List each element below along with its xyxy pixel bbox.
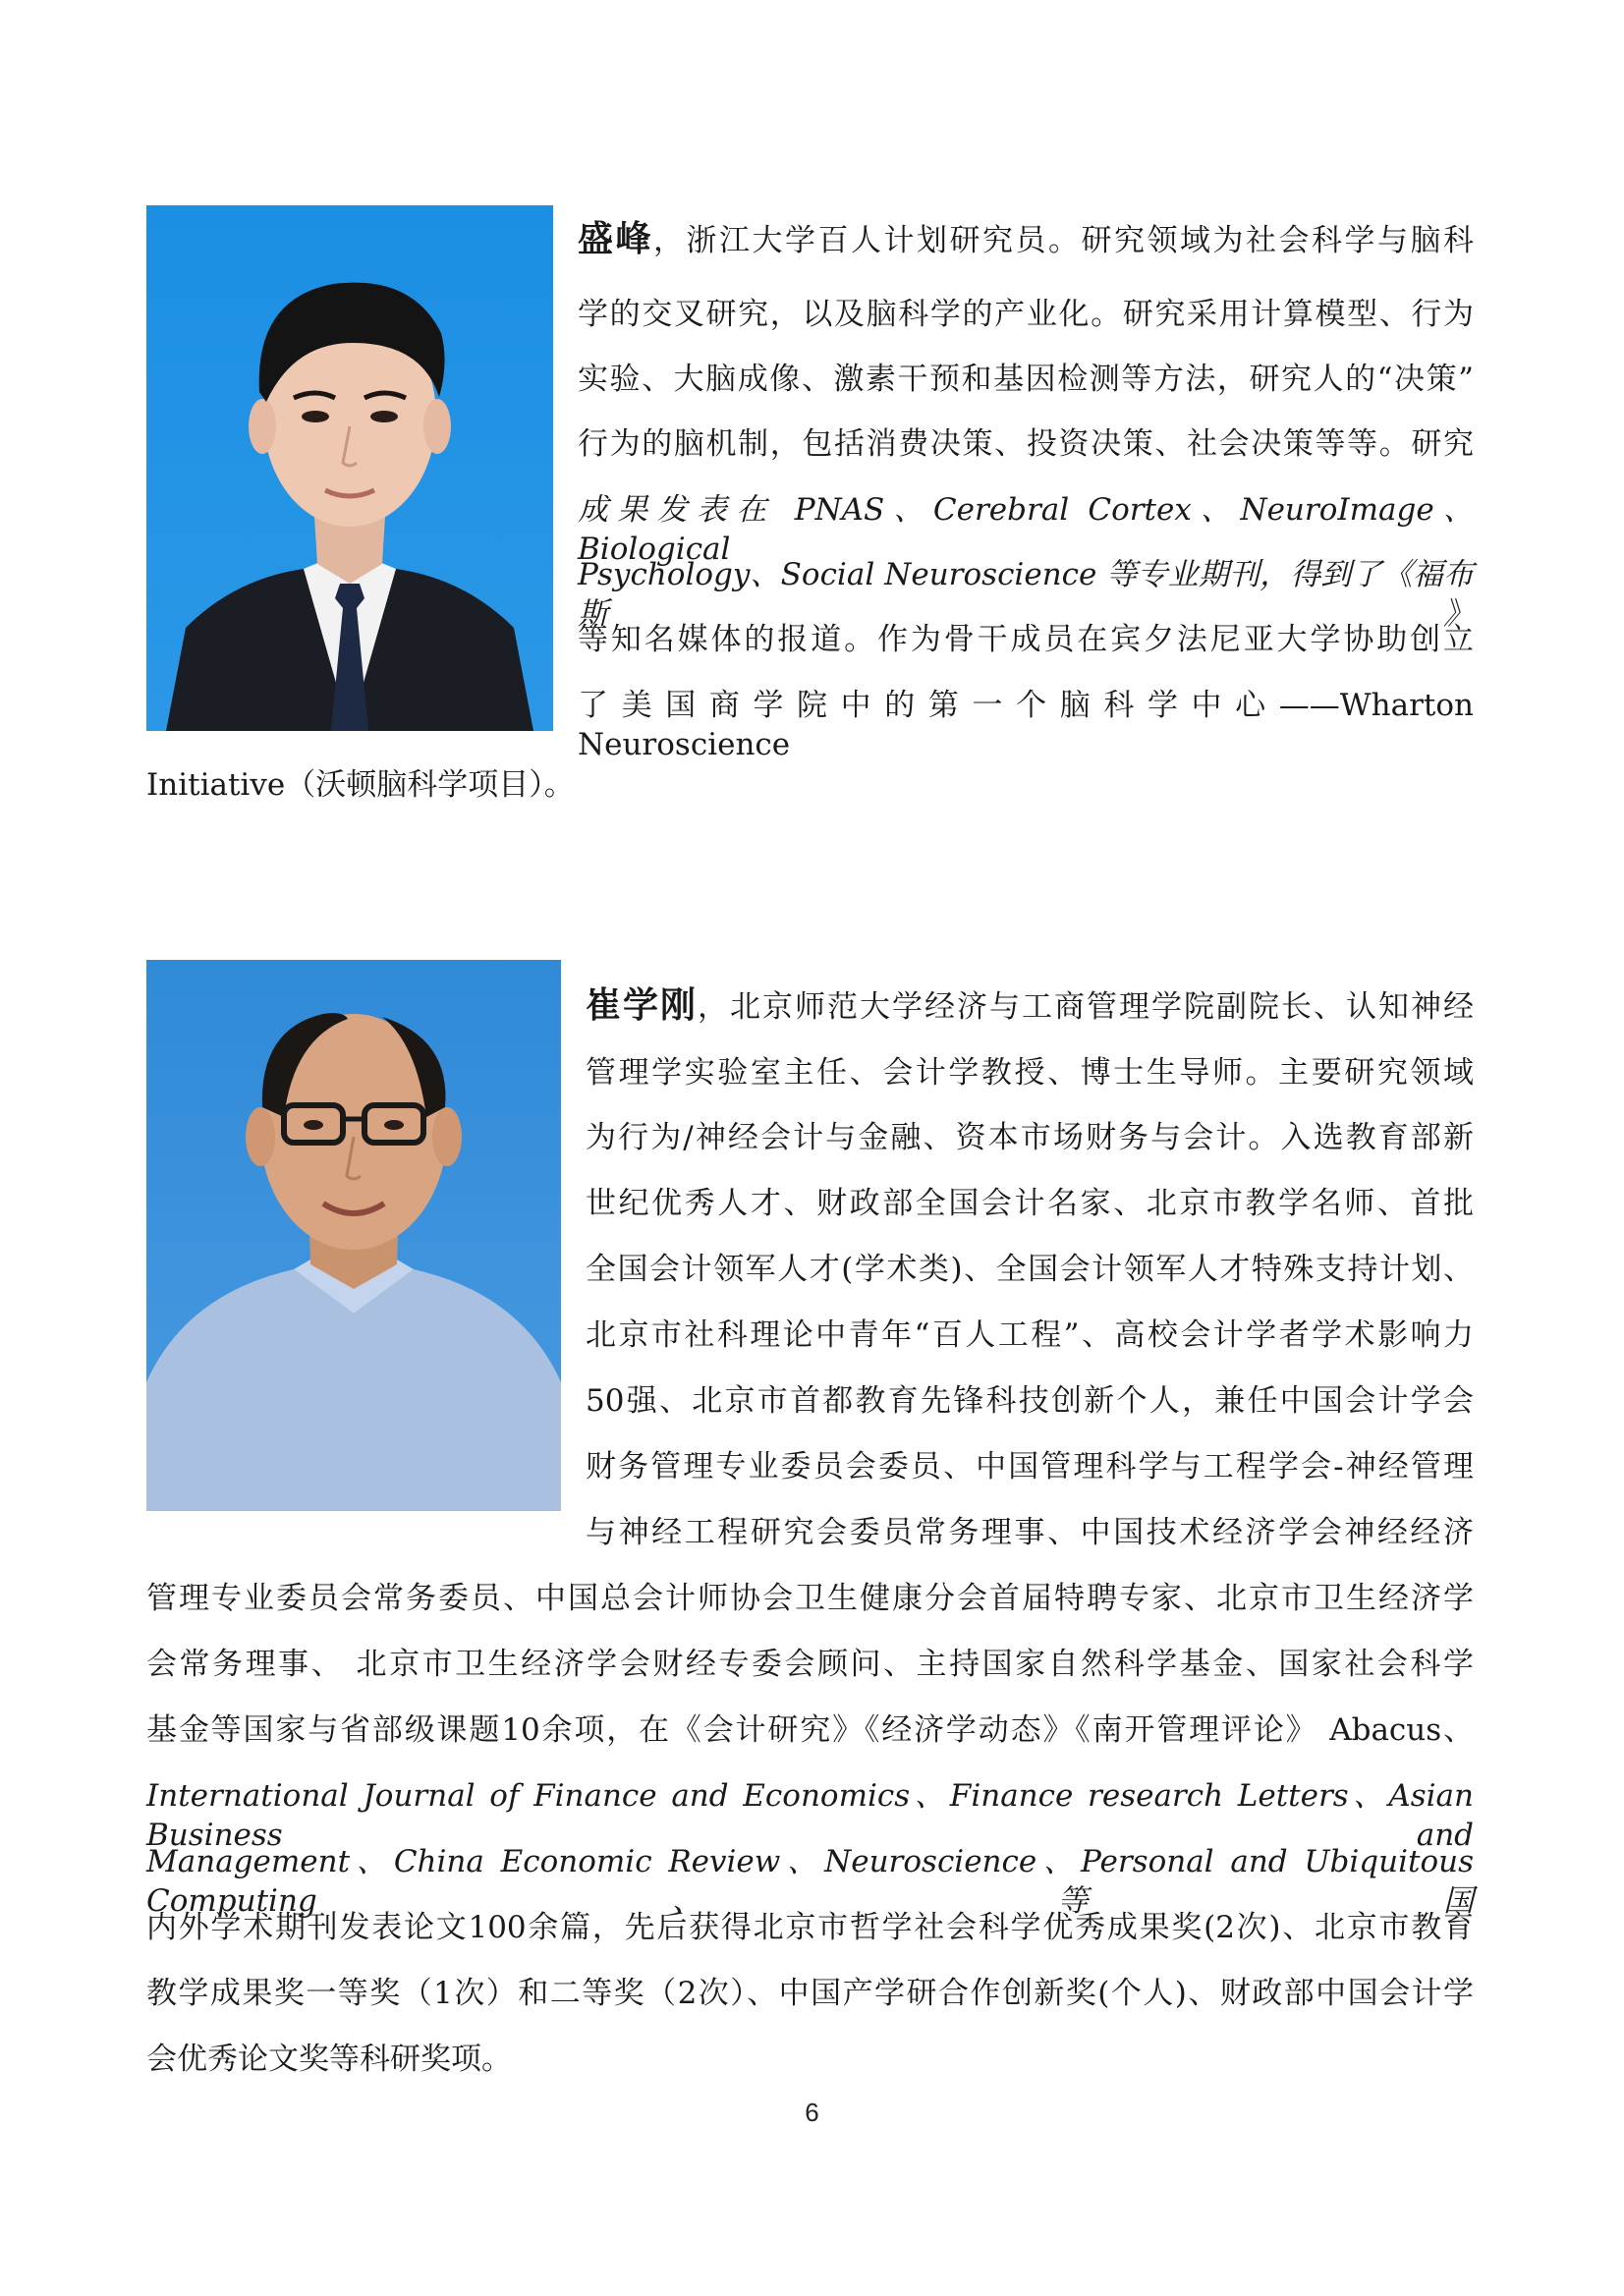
bio2-line-5: 全国会计领军人才(学术类)、全国会计领军人才特殊支持计划、	[586, 1252, 1474, 1287]
portrait-illustration	[146, 205, 553, 731]
bio2-line-4: 世纪优秀人才、财政部全国会计名家、北京市教学名师、首批	[586, 1186, 1474, 1221]
bio1-line-7: 等知名媒体的报道。作为骨干成员在宾夕法尼亚大学协助创立	[578, 622, 1474, 657]
portrait-photo-sheng-feng	[146, 205, 553, 731]
bio1-line-2: 学的交叉研究，以及脑科学的产业化。研究采用计算模型、行为	[578, 297, 1474, 332]
bio1-line-6: Psychology、Social Neuroscience 等专业期刊，得到了《福布斯》	[578, 557, 1474, 632]
portrait-illustration	[146, 960, 561, 1511]
bio1-line-4: 行为的脑机制，包括消费决策、投资决策、社会决策等等。研究	[578, 426, 1474, 462]
bio2-line-1: 崔学刚，北京师范大学经济与工商管理学院副院长、认知神经	[586, 984, 1474, 1026]
bio2-line-9: 与神经工程研究会委员常务理事、中国技术经济学会神经经济	[586, 1515, 1474, 1550]
page-number: 6	[805, 2098, 819, 2127]
bio1-line-5: 成果发表在 PNAS、Cerebral Cortex、NeuroImage、Biological	[578, 492, 1474, 567]
bio2-line-15: 内外学术期刊发表论文100余篇，先后获得北京市哲学社会科学优秀成果奖(2次)、北京市教育	[146, 1910, 1474, 1945]
bio2-line-10: 管理专业委员会常务委员、中国总会计师协会卫生健康分会首届特聘专家、北京市卫生经济学	[146, 1581, 1474, 1616]
bio2-line-12: 基金等国家与省部级课题10余项，在《会计研究》《经济学动态》《南开管理评论》 Abacus、	[146, 1712, 1474, 1748]
bio2-line-8: 财务管理专业委员会委员、中国管理科学与工程学会-神经管理	[586, 1449, 1474, 1484]
bio2-line-13: International Journal of Finance and Economics、Finance research Letters、Asian Business and	[146, 1778, 1474, 1853]
portrait-photo-cui-xuegang	[146, 960, 561, 1511]
bio2-line-16: 教学成果奖一等奖（1次）和二等奖（2次）、中国产学研合作创新奖(个人)、财政部中国会计学	[146, 1976, 1474, 2011]
bio2-line-14: Management、China Economic Review、Neuroscience、Personal and Ubiquitous Computing、等国	[146, 1844, 1474, 1919]
person-name-cui-xuegang: 崔学刚	[586, 984, 698, 1026]
bio2-line-2: 管理学实验室主任、会计学教授、博士生导师。主要研究领域	[586, 1055, 1474, 1091]
bio1-line-8: 了美国商学院中的第一个脑科学中心——Wharton Neuroscience	[578, 688, 1474, 762]
bio1-line-1: 盛峰，浙江大学百人计划研究员。研究领域为社会科学与脑科	[578, 218, 1474, 259]
bio2-line-7: 50强、北京市首都教育先锋科技创新个人，兼任中国会计学会	[586, 1383, 1474, 1419]
bio1-line-9: Initiative（沃顿脑科学项目）。	[146, 767, 575, 803]
person-name-sheng-feng: 盛峰	[578, 218, 653, 259]
bio2-line-17: 会优秀论文奖等科研奖项。	[146, 2042, 512, 2077]
bio2-line-11: 会常务理事、 北京市卫生经济学会财经专委会顾问、主持国家自然科学基金、国家社会科学	[146, 1647, 1474, 1682]
bio1-line-3: 实验、大脑成像、激素干预和基因检测等方法，研究人的“决策”	[578, 362, 1474, 397]
bio2-line-6: 北京市社科理论中青年“百人工程”、高校会计学者学术影响力	[586, 1317, 1474, 1353]
bio2-line-3: 为行为/神经会计与金融、资本市场财务与会计。入选教育部新	[586, 1120, 1474, 1155]
